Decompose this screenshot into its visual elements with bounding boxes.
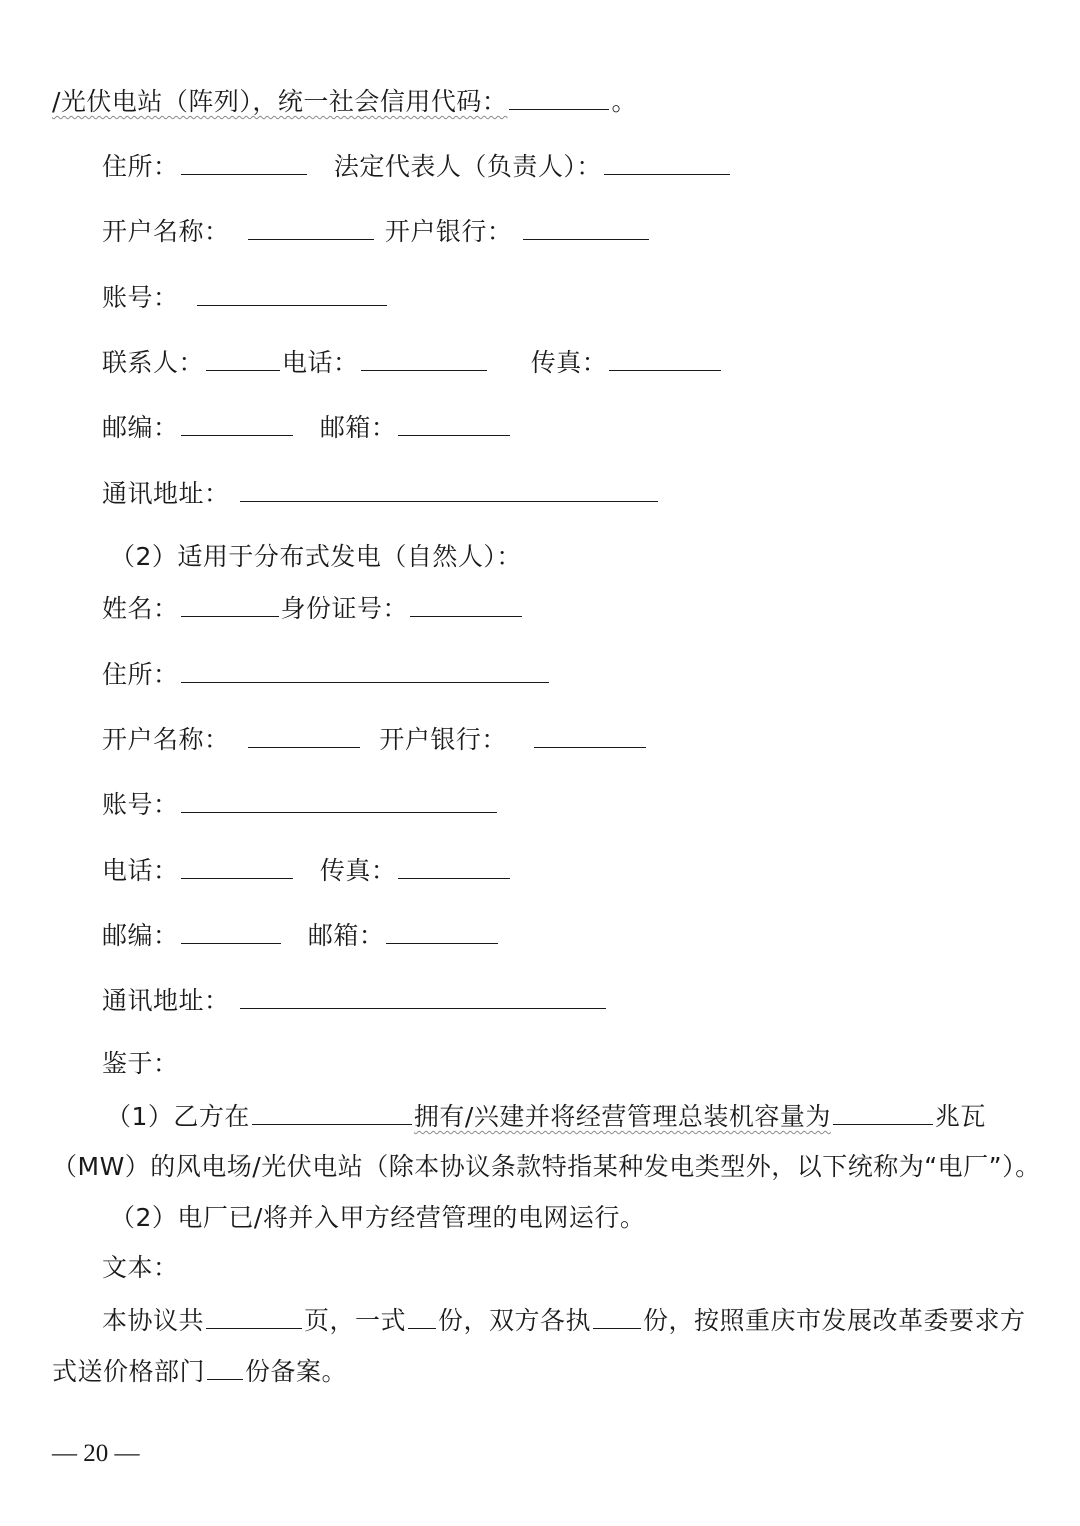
np-postcode-blank[interactable] [181, 916, 281, 944]
copies-line2-prefix: 式送价格部门 [52, 1357, 206, 1386]
whereas-item-1-line-1 [106, 1097, 986, 1133]
line-period: 。 [611, 87, 637, 116]
copies-line2-suffix: 份备案。 [245, 1357, 348, 1386]
postcode-email-line [102, 408, 512, 444]
contact-phone-fax-line [102, 343, 723, 379]
mail-address-label: 通讯地址： [102, 479, 230, 508]
np-fax-label: 传真： [319, 856, 397, 885]
np-bank-blank[interactable] [534, 720, 646, 748]
np-phone-blank[interactable] [181, 851, 293, 879]
legal-rep-label: 法定代表人（负责人）： [333, 152, 602, 181]
address-label: 住所： [102, 152, 179, 181]
copies-each-text: 份，双方各执 [438, 1306, 592, 1335]
phone-blank[interactable] [361, 343, 487, 371]
np-account-number-blank[interactable] [181, 785, 497, 813]
np-postcode-label: 邮编： [102, 921, 179, 950]
copies-pages-text: 页，一式 [304, 1306, 407, 1335]
fax-blank[interactable] [609, 343, 721, 371]
np-account-bank-line [102, 720, 648, 756]
bank-label: 开户银行： [384, 217, 513, 246]
mail-address-blank[interactable] [240, 474, 658, 502]
np-postcode-email-line [102, 916, 500, 952]
np-address-blank[interactable] [181, 655, 549, 683]
page-number: — 20 — [52, 1440, 140, 1467]
np-account-number-label: 账号： [102, 790, 179, 819]
name-label: 姓名： [102, 594, 179, 623]
np-address-label: 住所： [102, 660, 179, 689]
phone-label: 电话： [282, 348, 359, 377]
name-id-line [102, 589, 524, 625]
fax-label: 传真： [530, 348, 608, 377]
np-email-label: 邮箱： [307, 921, 385, 950]
capacity-blank[interactable] [833, 1097, 933, 1125]
copies-line-1 [102, 1301, 1026, 1337]
np-phone-label: 电话： [102, 856, 179, 885]
postcode-label: 邮编： [102, 413, 179, 442]
email-blank[interactable] [398, 408, 510, 436]
account-bank-line [102, 212, 651, 248]
account-number-blank[interactable] [197, 278, 387, 306]
id-label: 身份证号： [280, 594, 409, 623]
account-number-line [102, 278, 389, 314]
page-count-blank[interactable] [206, 1301, 302, 1329]
whereas-item1-prefix: （1）乙方在 [106, 1102, 250, 1131]
whereas-item-2: （2）电厂已/将并入甲方经营管理的电网运行。 [110, 1203, 646, 1232]
copies-prefix: 本协议共 [102, 1306, 205, 1335]
id-blank[interactable] [410, 589, 522, 617]
location-blank[interactable] [252, 1097, 412, 1125]
bank-blank[interactable] [523, 212, 649, 240]
account-name-blank[interactable] [248, 212, 374, 240]
np-account-number-line [102, 785, 499, 821]
np-address-line [102, 655, 551, 691]
whereas-item-1-line-2: （MW）的风电场/光伏电站（除本协议条款特指某种发电类型外，以下统称为“电厂”）。 [52, 1152, 1041, 1181]
address-legal-rep-line [102, 147, 732, 183]
account-name-label: 开户名称： [102, 217, 230, 246]
copies-each-blank[interactable] [593, 1301, 641, 1329]
whereas-item1-unit: 兆瓦 [934, 1102, 986, 1131]
np-account-name-label: 开户名称： [102, 725, 230, 754]
legal-rep-blank[interactable] [604, 147, 730, 175]
copies-line-2 [52, 1352, 347, 1388]
np-fax-blank[interactable] [398, 851, 510, 879]
account-number-label: 账号： [102, 283, 179, 312]
station-credit-code-line [52, 82, 637, 118]
credit-code-blank[interactable] [509, 82, 609, 110]
copies-filing-blank[interactable] [207, 1352, 243, 1380]
email-label: 邮箱： [319, 413, 397, 442]
station-credit-code-label: /光伏电站（阵列），统一社会信用代码： [52, 87, 508, 116]
np-email-blank[interactable] [386, 916, 498, 944]
np-mail-address-label: 通讯地址： [102, 986, 230, 1015]
np-phone-fax-line [102, 851, 512, 887]
np-bank-label: 开户银行： [379, 725, 507, 754]
contact-blank[interactable] [206, 343, 280, 371]
whereas-item1-middle: 拥有/兴建并将经营管理总装机容量为 [413, 1102, 831, 1131]
np-mail-address-blank[interactable] [240, 981, 606, 1009]
contact-label: 联系人： [102, 348, 205, 377]
text-heading: 文本： [102, 1253, 179, 1282]
mail-address-line [102, 474, 660, 510]
natural-person-heading: （2）适用于分布式发电（自然人）： [110, 542, 522, 571]
np-account-name-blank[interactable] [248, 720, 360, 748]
whereas-heading: 鉴于： [102, 1049, 179, 1078]
copies-requirement-text: 份，按照重庆市发展改革委要求方 [643, 1306, 1026, 1335]
np-mail-address-line [102, 981, 608, 1017]
postcode-blank[interactable] [181, 408, 293, 436]
copies-total-blank[interactable] [408, 1301, 436, 1329]
name-blank[interactable] [181, 589, 279, 617]
address-blank[interactable] [181, 147, 307, 175]
